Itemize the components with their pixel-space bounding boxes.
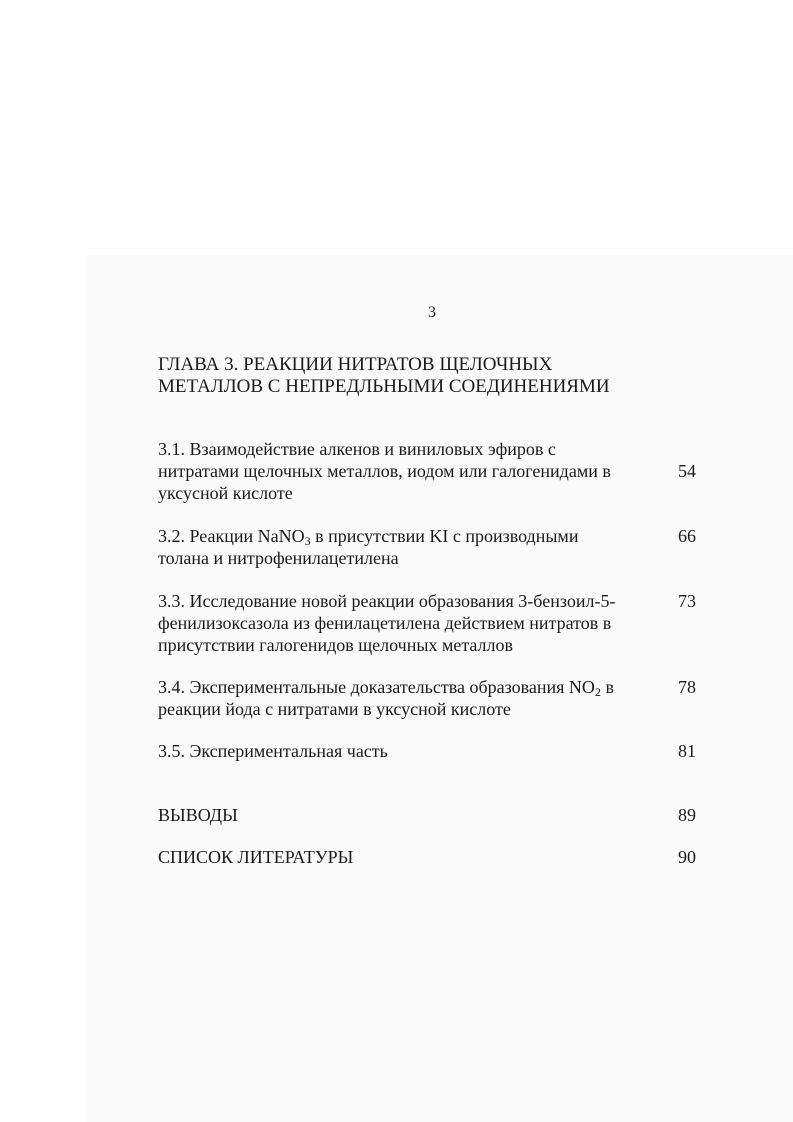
chapter-title-line-2: МЕТАЛЛОВ С НЕПРЕДЛЬНЫМИ СОЕДИНЕНИЯМИ [158,376,610,397]
toc-entry-3-3 [158,590,718,656]
toc-entry-text: 3.3. Исследование новой реакции образования 3-бензоил-5- фенилизоксазола из фенилацетилена действием нитратов в присутствии галогенидов щелочных металлов [158,591,616,655]
toc-page-number: 81 [678,741,696,761]
toc-entry-3-5 [158,740,718,762]
toc-entry-3-2 [158,525,718,569]
chapter-title [158,354,678,398]
toc-entry-text: 3.1. Взаимодействие алкенов и виниловых эфиров с нитратами щелочных металлов, иодом или галогенидами в уксусной кислоте [158,439,611,503]
toc-entry-3-4 [158,676,718,720]
toc-entry-conclusions [158,804,718,826]
toc-entry-text: ВЫВОДЫ [158,805,238,825]
toc-entry-3-1 [158,438,718,504]
page-number: 3 [428,304,436,321]
toc-entry-text: СПИСОК ЛИТЕРАТУРЫ [158,847,354,867]
toc-page-number: 90 [678,847,696,867]
toc-page-number: 54 [678,461,696,481]
toc-entry-references [158,846,718,868]
toc-entry-text: 3.5. Экспериментальная часть [158,741,388,761]
toc-entry-text: 3.2. Реакции NaNO$_3$ в присутствии KI с производными толана и нитрофенилацетилена [158,526,579,568]
toc-page-number: 78 [678,677,696,697]
toc-entry-text: 3.4. Экспериментальные доказательства образования $NO_2$ в реакции йода с нитратами в уксусной кислоте [158,677,614,719]
chapter-title-line-1: ГЛАВА 3. РЕАКЦИИ НИТРАТОВ ЩЕЛОЧНЫХ [158,354,553,375]
toc-page-number: 89 [678,805,696,825]
toc-page-number: 66 [678,526,696,546]
toc-page-number: 73 [678,591,696,611]
